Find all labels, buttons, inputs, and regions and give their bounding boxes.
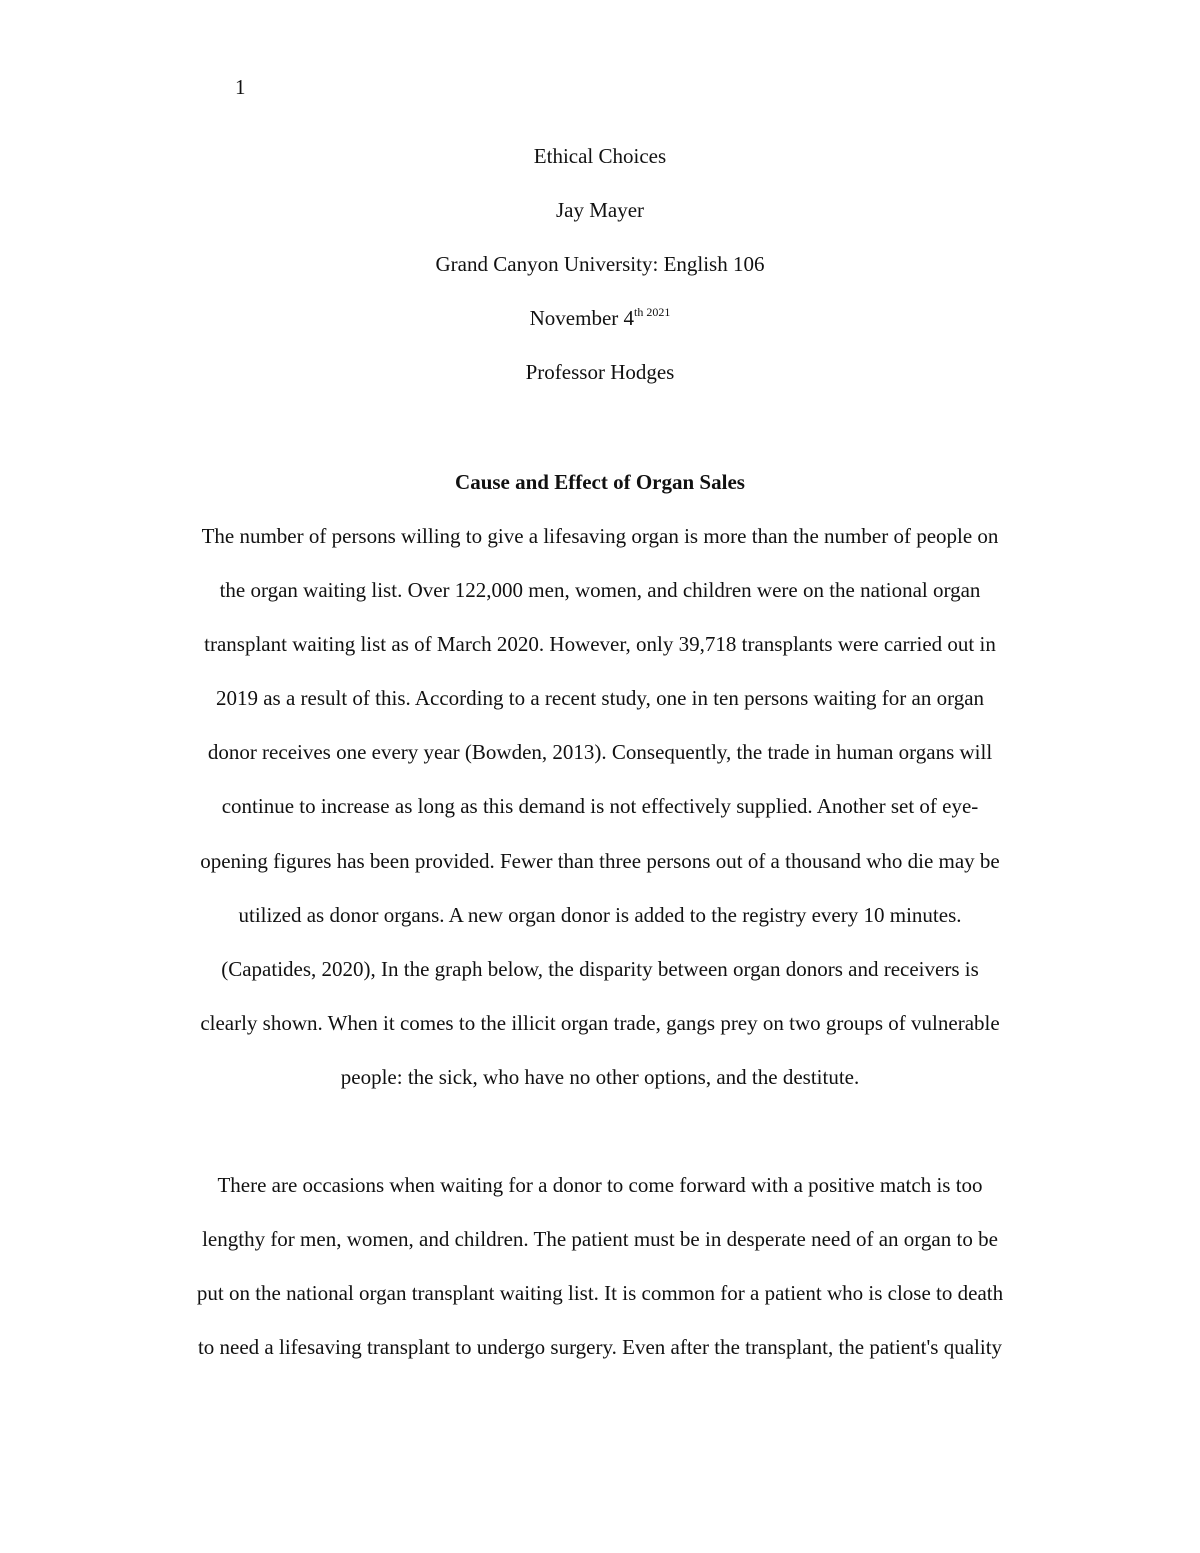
title-page-block bbox=[0, 141, 1200, 411]
date-main: November 4 bbox=[529, 306, 635, 330]
paragraph-line: lengthy for men, women, and children. The patient must be in desperate need of an organ to be bbox=[202, 1227, 998, 1252]
paragraph-1 bbox=[140, 521, 1060, 1116]
paragraph-line: to need a lifesaving transplant to undergo surgery. Even after the transplant, the patient's quality bbox=[197, 1335, 1003, 1360]
paragraph-line: (Capatides, 2020), In the graph below, the disparity between organ donors and receivers is bbox=[221, 956, 979, 981]
paragraph-2 bbox=[140, 1170, 1060, 1386]
paragraph-line: people: the sick, who have no other options, and the destitute. bbox=[340, 1064, 860, 1089]
paragraph-line: 2019 as a result of this. According to a recent study, one in ten persons waiting for an organ bbox=[215, 686, 985, 711]
page-number: 1 bbox=[235, 75, 246, 99]
paragraph-line: opening figures has been provided. Fewer than three persons out of a thousand who die may be bbox=[200, 848, 1000, 873]
paper-title: Ethical Choices bbox=[533, 144, 667, 168]
course-name: Grand Canyon University: English 106 bbox=[435, 252, 765, 276]
paragraph-line: utilized as donor organs. A new organ donor is added to the registry every 10 minutes. bbox=[238, 902, 962, 927]
paragraph-line: donor receives one every year (Bowden, 2013). Consequently, the trade in human organs will bbox=[207, 740, 993, 765]
essay-heading: Cause and Effect of Organ Sales bbox=[455, 470, 745, 494]
date-superscript: th 2021 bbox=[634, 305, 671, 319]
paragraph-line: clearly shown. When it comes to the illicit organ trade, gangs prey on two groups of vulnerable bbox=[200, 1010, 1000, 1035]
paragraph-line: transplant waiting list as of March 2020. However, only 39,718 transplants were carried out in bbox=[204, 632, 996, 657]
paragraph-line: The number of persons willing to give a lifesaving organ is more than the number of people on bbox=[201, 524, 999, 548]
instructor-name: Professor Hodges bbox=[525, 360, 675, 384]
submission-date bbox=[0, 303, 1200, 357]
paragraph-line: There are occasions when waiting for a donor to come forward with a positive match is too bbox=[217, 1173, 983, 1197]
paragraph-line: continue to increase as long as this demand is not effectively supplied. Another set of eye- bbox=[221, 794, 979, 819]
paragraph-line: the organ waiting list. Over 122,000 men, women, and children were on the national organ bbox=[219, 578, 981, 603]
paragraph-line: put on the national organ transplant waiting list. It is common for a patient who is close to death bbox=[196, 1281, 1004, 1306]
author-name: Jay Mayer bbox=[555, 198, 645, 222]
